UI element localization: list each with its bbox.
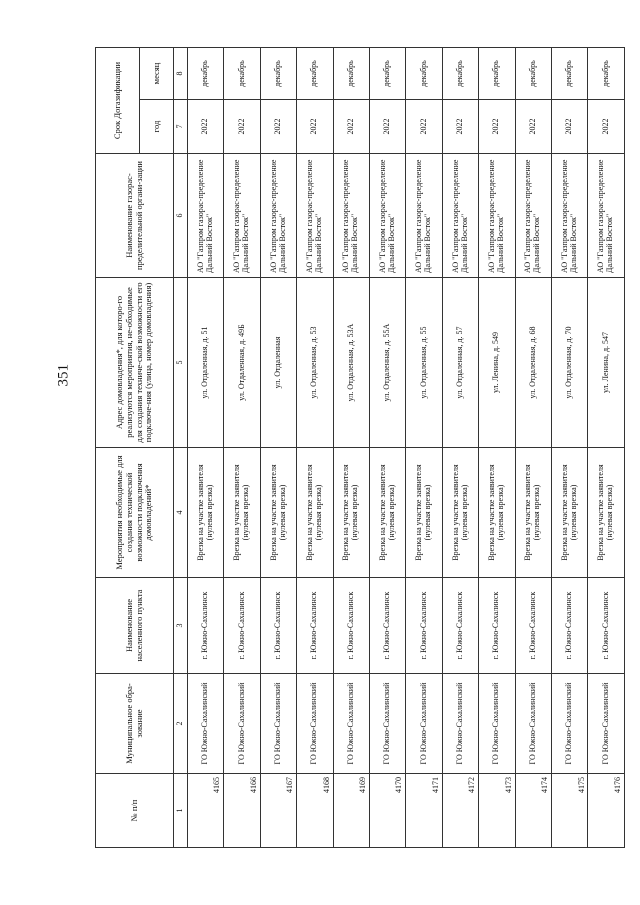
settlement-cell: г. Южно-Сахалинск [406,578,442,674]
year-cell: 2022 [370,100,406,154]
col-index-3: 3 [174,578,188,674]
col-index-7: 7 [174,100,188,154]
measures-cell: Врезка на участке заявителя (нулевая врезка) [188,448,224,578]
table-row [297,48,333,848]
address-cell: ул. Отдаленная, д. 68 [515,278,551,448]
table-row [406,48,442,848]
table-row [188,48,224,848]
organization-cell: АО "Газпром газорас-пределение Дальний Восток" [442,154,478,278]
address-cell: ул. Отдаленная, д. 55А [370,278,406,448]
address-cell: ул. Отдаленная, д. 55 [406,278,442,448]
address-cell: ул. Отдаленная, д. 53А [333,278,369,448]
rotated-page [95,48,625,848]
table-row [224,48,260,848]
organization-cell: АО "Газпром газорас-пределение Дальний Восток" [333,154,369,278]
organization-cell: АО "Газпром газорас-пределение Дальний Восток" [260,154,296,278]
table-row [370,48,406,848]
table-row [515,48,551,848]
settlement-cell: г. Южно-Сахалинск [552,578,588,674]
municipality-cell: ГО Южно-Сахалинский [260,674,296,774]
col-index-8: 8 [174,48,188,100]
address-cell: ул. Ленина, д. 549 [479,278,515,448]
month-cell: декабрь [224,48,260,100]
table-body [188,48,625,848]
measures-cell: Врезка на участке заявителя (нулевая врезка) [442,448,478,578]
year-cell: 2022 [479,100,515,154]
month-cell: декабрь [552,48,588,100]
row-number: 4174 [515,774,551,848]
header-month: месяц [140,48,174,100]
header-measures: Мероприятия необходимые для создания технической возможности подключения домовладений* [96,448,174,578]
address-cell: ул. Отдаленная, д. 57 [442,278,478,448]
table-row [479,48,515,848]
municipality-cell: ГО Южно-Сахалинский [406,674,442,774]
organization-cell: АО "Газпром газорас-пределение Дальний Восток" [479,154,515,278]
col-index-6: 6 [174,154,188,278]
measures-cell: Врезка на участке заявителя (нулевая врезка) [515,448,551,578]
settlement-cell: г. Южно-Сахалинск [297,578,333,674]
row-number: 4169 [333,774,369,848]
municipality-cell: ГО Южно-Сахалинский [333,674,369,774]
measures-cell: Врезка на участке заявителя (нулевая врезка) [406,448,442,578]
measures-cell: Врезка на участке заявителя (нулевая врезка) [370,448,406,578]
organization-cell: АО "Газпром газорас-пределение Дальний Восток" [552,154,588,278]
month-cell: декабрь [406,48,442,100]
measures-cell: Врезка на участке заявителя (нулевая врезка) [588,448,625,578]
year-cell: 2022 [224,100,260,154]
row-number: 4167 [260,774,296,848]
row-number: 4172 [442,774,478,848]
table-row [333,48,369,848]
row-number: 4168 [297,774,333,848]
measures-cell: Врезка на участке заявителя (нулевая врезка) [479,448,515,578]
month-cell: декабрь [297,48,333,100]
row-number: 4176 [588,774,625,848]
municipality-cell: ГО Южно-Сахалинский [588,674,625,774]
col-index-5: 5 [174,278,188,448]
address-cell: ул. Отдаленная, д. 70 [552,278,588,448]
header-settlement: Наименование населенного пункта [96,578,174,674]
measures-cell: Врезка на участке заявителя (нулевая врезка) [333,448,369,578]
measures-cell: Врезка на участке заявителя (нулевая врезка) [224,448,260,578]
gasification-table [95,47,625,848]
month-cell: декабрь [588,48,625,100]
year-cell: 2022 [552,100,588,154]
address-cell: ул. Отдаленная [260,278,296,448]
header-organization: Наименование газорас-пределительной органи-зации [96,154,174,278]
year-cell: 2022 [188,100,224,154]
page-number: 351 [55,364,72,387]
address-cell: ул. Отдаленная, д. 49Б [224,278,260,448]
row-number: 4173 [479,774,515,848]
settlement-cell: г. Южно-Сахалинск [370,578,406,674]
address-cell: ул. Отдаленная, д. 53 [297,278,333,448]
column-index-row [174,48,188,848]
col-index-2: 2 [174,674,188,774]
month-cell: декабрь [515,48,551,100]
month-cell: декабрь [370,48,406,100]
municipality-cell: ГО Южно-Сахалинский [442,674,478,774]
month-cell: декабрь [479,48,515,100]
year-cell: 2022 [515,100,551,154]
organization-cell: АО "Газпром газорас-пределение Дальний Восток" [515,154,551,278]
row-number: 4170 [370,774,406,848]
table-row [588,48,625,848]
col-index-4: 4 [174,448,188,578]
month-cell: декабрь [333,48,369,100]
organization-cell: АО "Газпром газорас-пределение Дальний Восток" [224,154,260,278]
address-cell: ул. Отдаленная, д. 51 [188,278,224,448]
row-number: 4165 [188,774,224,848]
municipality-cell: ГО Южно-Сахалинский [297,674,333,774]
year-cell: 2022 [333,100,369,154]
settlement-cell: г. Южно-Сахалинск [260,578,296,674]
header-num: № п/п [96,774,174,848]
header-address: Адрес домовладения*, для которо-го реализуются мероприятия, не-обходимые для создания техниче-ской возможности его подключе-ния (улица, номер домовладения) [96,278,174,448]
header-municipality: Муниципальное обра-зование [96,674,174,774]
organization-cell: АО "Газпром газорас-пределение Дальний Восток" [370,154,406,278]
year-cell: 2022 [297,100,333,154]
table-row [442,48,478,848]
table-row [552,48,588,848]
settlement-cell: г. Южно-Сахалинск [515,578,551,674]
address-cell: ул. Ленина, д. 547 [588,278,625,448]
organization-cell: АО "Газпром газорас-пределение Дальний Восток" [188,154,224,278]
organization-cell: АО "Газпром газорас-пределение Дальний Восток" [406,154,442,278]
municipality-cell: ГО Южно-Сахалинский [515,674,551,774]
month-cell: декабрь [188,48,224,100]
table-row [260,48,296,848]
settlement-cell: г. Южно-Сахалинск [224,578,260,674]
settlement-cell: г. Южно-Сахалинск [333,578,369,674]
settlement-cell: г. Южно-Сахалинск [442,578,478,674]
header-deadline: Срок Догазификации [96,48,140,154]
settlement-cell: г. Южно-Сахалинск [479,578,515,674]
year-cell: 2022 [406,100,442,154]
header-row [96,48,140,848]
row-number: 4175 [552,774,588,848]
settlement-cell: г. Южно-Сахалинск [188,578,224,674]
municipality-cell: ГО Южно-Сахалинский [188,674,224,774]
municipality-cell: ГО Южно-Сахалинский [370,674,406,774]
organization-cell: АО "Газпром газорас-пределение Дальний Восток" [297,154,333,278]
month-cell: декабрь [442,48,478,100]
organization-cell: АО "Газпром газорас-пределение Дальний Восток" [588,154,625,278]
settlement-cell: г. Южно-Сахалинск [588,578,625,674]
municipality-cell: ГО Южно-Сахалинский [224,674,260,774]
row-number: 4171 [406,774,442,848]
year-cell: 2022 [588,100,625,154]
row-number: 4166 [224,774,260,848]
measures-cell: Врезка на участке заявителя (нулевая врезка) [552,448,588,578]
measures-cell: Врезка на участке заявителя (нулевая врезка) [297,448,333,578]
year-cell: 2022 [442,100,478,154]
year-cell: 2022 [260,100,296,154]
col-index-1: 1 [174,774,188,848]
municipality-cell: ГО Южно-Сахалинский [552,674,588,774]
header-year: год [140,100,174,154]
measures-cell: Врезка на участке заявителя (нулевая врезка) [260,448,296,578]
month-cell: декабрь [260,48,296,100]
municipality-cell: ГО Южно-Сахалинский [479,674,515,774]
